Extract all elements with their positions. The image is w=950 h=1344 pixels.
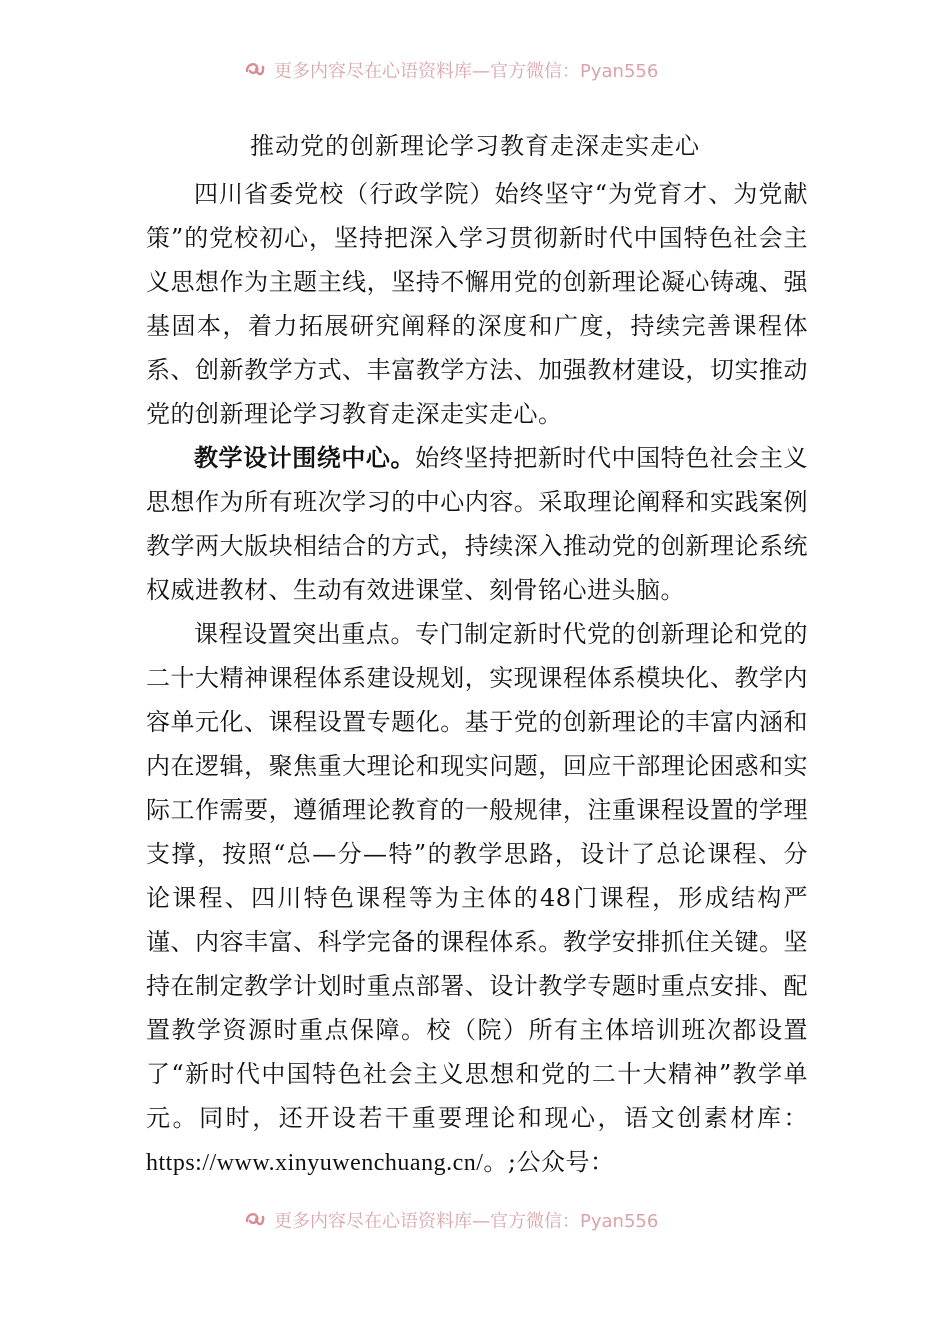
paragraph-tail-text: 。;公众号：	[483, 1148, 615, 1176]
watermark-text: 更多内容尽在心语资料库—官方微信：Pyan556	[274, 61, 659, 82]
paragraph-intro: 四川省委党校（行政学院）始终坚守“为党育才、为党献策”的党校初心，坚持把深入学习贯彻新时代中国特色社会主义思想作为主题主线，坚持不懈用党的创新理论凝心铸魂、强基固本，着力拓展研究阐释的深度和广度，持续完善课程体系、创新教学方式、丰富教学方法、加强教材建设，切实推动党的创新理论学习教育走深走实走心。	[146, 180, 808, 428]
source-url-link[interactable]: https://www.xinyuwenchuang.cn/	[146, 1150, 484, 1176]
watermark-footer	[244, 1206, 724, 1234]
brand-logo-icon	[244, 59, 266, 81]
paragraph-body-text: 课程设置突出重点。专门制定新时代党的创新理论和党的二十大精神课程体系建设规划，实现课程体系模块化、教学内容单元化、课程设置专题化。基于党的创新理论的丰富内涵和内在逻辑，聚焦重大理论和现实问题，回应干部理论困惑和实际工作需要，遵循理论教育的一般规律，注重课程设置的学理支撑，按照“总—分—特”的教学思路，设计了总论课程、分论课程、四川特色课程等为主体的48门课程，形成结构严谨、内容丰富、科学完备的课程体系。教学安排抓住关键。坚持在制定教学计划时重点部署、设计教学专题时重点安排、配置教学资源时重点保障。校（院）所有主体培训班次都设置了“新时代中国特色社会主义思想和党的二十大精神”教学单元。同时，还开设若干重要理论和现心，语文创素材库：	[146, 620, 808, 1132]
watermark-header	[244, 56, 724, 84]
paragraph-teaching-design	[146, 436, 808, 612]
paragraph-lead-heading: 教学设计围绕中心。	[194, 444, 416, 472]
paragraph-body-text: 始终坚持把新时代中国特色社会主义思想作为所有班次学习的中心内容。采取理论阐释和实践案例教学两大版块相结合的方式，持续深入推动党的创新理论系统权威进教材、生动有效进课堂、刻骨铭心进头脑。	[146, 444, 808, 604]
paragraph-curriculum	[146, 612, 808, 1185]
document-title: 推动党的创新理论学习教育走深走实走心	[250, 132, 700, 160]
brand-logo-icon	[244, 1209, 266, 1231]
watermark-text: 更多内容尽在心语资料库—官方微信：Pyan556	[274, 1211, 659, 1232]
document-body	[146, 172, 808, 1185]
